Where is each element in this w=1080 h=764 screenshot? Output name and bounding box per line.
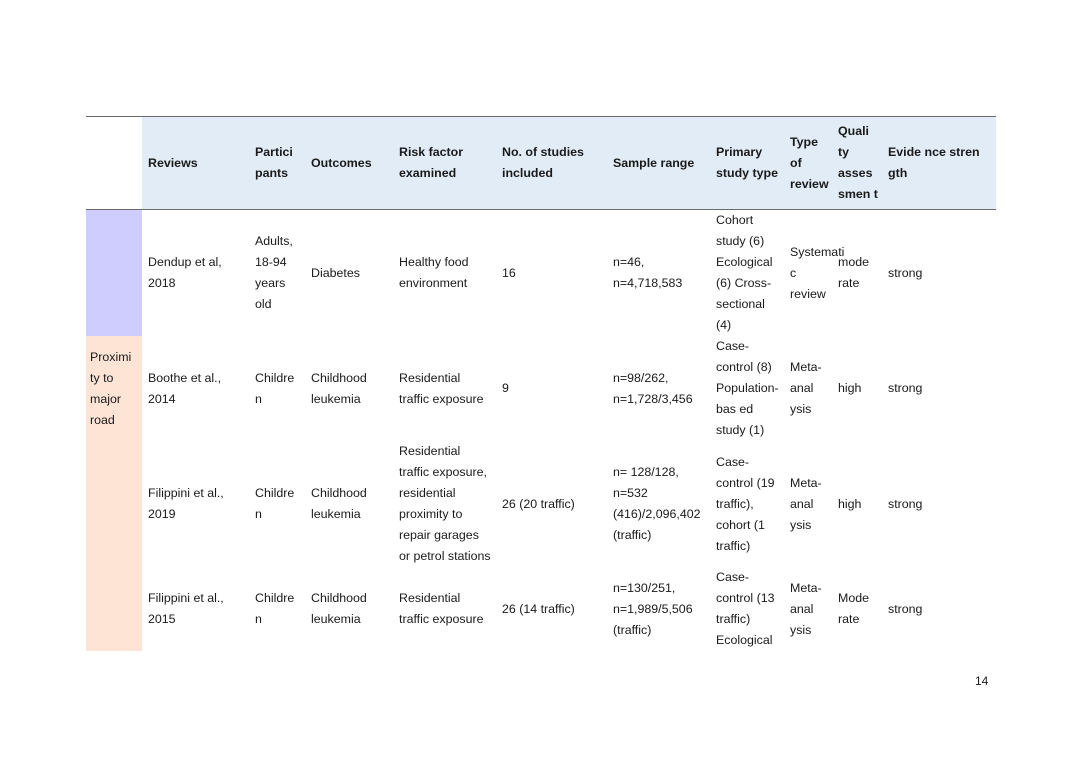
cell-primary-study-type: Case-control (8) Population-bas ed study (1) bbox=[716, 339, 779, 437]
cell-risk-factor: Residential traffic exposure bbox=[399, 591, 484, 626]
cell-sample-range: n= 128/128, n=532 (416)/2,096,402 (traffic) bbox=[613, 465, 701, 542]
cell-participants: Adults, 18-94 years old bbox=[255, 234, 293, 311]
cell-num-studies: 26 (20 traffic) bbox=[502, 496, 575, 511]
group-cell-bottom bbox=[86, 567, 142, 651]
cell-evidence: strong bbox=[888, 381, 923, 395]
header-quality: Quali ty asses smen t bbox=[832, 117, 882, 210]
cell-review: Filippini et al., 2019 bbox=[148, 486, 224, 521]
header-participants: Partici pants bbox=[249, 117, 305, 210]
group-cell-bottom bbox=[86, 441, 142, 567]
cell-type-of-review: Meta-anal ysis bbox=[790, 475, 822, 532]
cell-sample-range: n=130/251, n=1,989/5,506 (traffic) bbox=[613, 580, 693, 637]
cell-quality: mode rate bbox=[838, 255, 869, 290]
cell-type-of-review: Meta-anal ysis bbox=[790, 360, 822, 416]
cell-outcomes: Childhood leukemia bbox=[311, 370, 367, 406]
cell-num-studies: 26 (14 traffic) bbox=[502, 601, 575, 616]
header-evidence: Evide nce stren gth bbox=[882, 117, 996, 210]
table-row bbox=[86, 441, 996, 567]
table-row bbox=[86, 210, 996, 337]
header-type-of-review: Type of review bbox=[784, 117, 832, 210]
cell-primary-study-type: Case-control (19 traffic), cohort (1 traffic) bbox=[716, 454, 775, 553]
cell-review: Filippini et al., 2015 bbox=[148, 591, 224, 626]
group-label: Proximi ty to major road bbox=[86, 336, 142, 441]
header-reviews: Reviews bbox=[142, 117, 249, 210]
header-risk-factor: Risk factor examined bbox=[393, 117, 496, 210]
cell-evidence: strong bbox=[888, 496, 923, 511]
header-num-studies: No. of studies included bbox=[496, 117, 607, 210]
cell-review: Dendup et al, 2018 bbox=[148, 255, 222, 290]
page-number: 14 bbox=[975, 674, 989, 688]
cell-primary-study-type: Cohort study (6) Ecological (6) Cross-sectional (4) bbox=[716, 213, 773, 332]
header-outcomes: Outcomes bbox=[305, 117, 393, 210]
cell-type-of-review: Meta-anal ysis bbox=[790, 580, 822, 637]
cell-participants: Childre n bbox=[255, 591, 295, 626]
cell-risk-factor: Residential traffic exposure bbox=[399, 370, 484, 406]
cell-evidence: strong bbox=[888, 601, 923, 616]
header-row bbox=[86, 117, 996, 210]
cell-risk-factor: Residential traffic exposure, residential proximity to repair garages or petrol stations bbox=[399, 444, 491, 563]
cell-outcomes: Diabetes bbox=[311, 265, 360, 280]
review-table bbox=[86, 116, 996, 651]
cell-sample-range: n=98/262, n=1,728/3,456 bbox=[613, 370, 693, 406]
cell-review: Boothe et al., 2014 bbox=[148, 370, 222, 406]
header-blank-cell bbox=[86, 117, 142, 210]
cell-primary-study-type: Case-control (13 traffic) Ecological bbox=[716, 570, 775, 647]
cell-evidence: strong bbox=[888, 265, 923, 280]
header-sample-range: Sample range bbox=[607, 117, 710, 210]
table-row bbox=[86, 336, 996, 441]
cell-num-studies: 16 bbox=[502, 265, 516, 280]
cell-quality: high bbox=[838, 496, 862, 511]
cell-type-of-review: Systemati c review bbox=[790, 244, 845, 301]
cell-participants: Childre n bbox=[255, 370, 295, 406]
group-cell-top bbox=[86, 210, 142, 337]
cell-participants: Childre n bbox=[255, 486, 295, 521]
cell-sample-range: n=46, n=4,718,583 bbox=[613, 255, 683, 290]
cell-risk-factor: Healthy food environment bbox=[399, 255, 469, 290]
cell-outcomes: Childhood leukemia bbox=[311, 486, 367, 521]
cell-quality: Mode rate bbox=[838, 591, 869, 626]
table-row bbox=[86, 567, 996, 651]
cell-outcomes: Childhood leukemia bbox=[311, 591, 367, 626]
header-primary-study-type: Primary study type bbox=[710, 117, 784, 210]
cell-num-studies: 9 bbox=[502, 381, 509, 395]
cell-quality: high bbox=[838, 381, 862, 395]
